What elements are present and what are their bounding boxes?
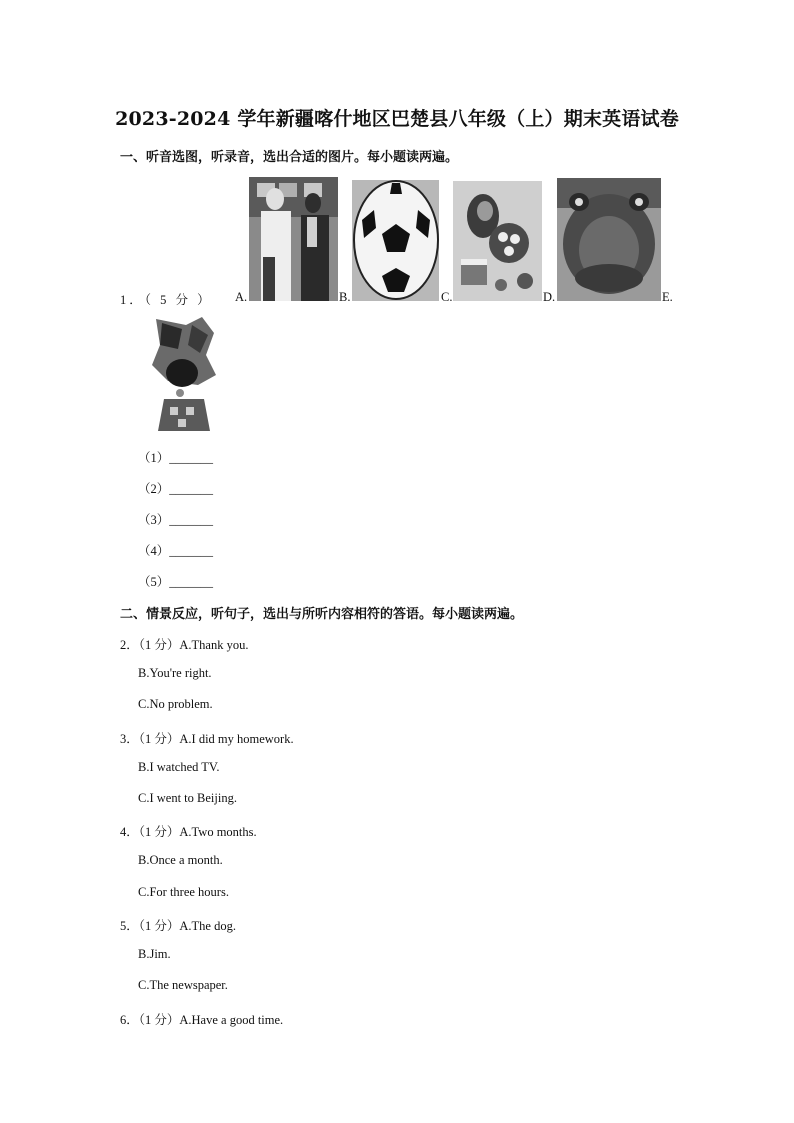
option-c-label: C. (441, 290, 453, 304)
section-1-heading: 一、听音选图，听录音，选出合适的图片。每小题读两遍。 (120, 150, 459, 165)
option-b-label: B. (339, 290, 351, 304)
option-a-image (249, 177, 338, 301)
blank-2[interactable]: （2）_______ (138, 482, 214, 496)
question-3-option-b: B.I watched TV. (138, 760, 220, 774)
blank-3[interactable]: （3）_______ (138, 513, 214, 527)
blank-1[interactable]: （1）_______ (138, 451, 214, 465)
option-d-image (557, 178, 661, 301)
option-a-label: A. (235, 290, 248, 304)
question-2-option-b: B.You're right. (138, 666, 212, 680)
option-e-image (138, 315, 228, 437)
question-4-stem: 4．（1 分）A.Two months. (120, 825, 257, 839)
question-5-stem: 5．（1 分）A.The dog. (120, 919, 236, 933)
question-5-option-c: C.The newspaper. (138, 978, 228, 992)
question-1-number: 1．（ 5 分 ） (120, 293, 213, 307)
option-c-image (453, 181, 542, 301)
option-b-image (352, 180, 439, 301)
page-title: 2023-2024 学年新疆喀什地区巴楚县八年级（上）期末英语试卷 (115, 108, 679, 130)
question-4-option-c: C.For three hours. (138, 885, 229, 899)
question-6-stem: 6．（1 分）A.Have a good time. (120, 1013, 284, 1027)
question-2-stem: 2．（1 分）A.Thank you. (120, 638, 249, 652)
question-5-option-b: B.Jim. (138, 947, 171, 961)
question-4-option-b: B.Once a month. (138, 853, 223, 867)
blank-4[interactable]: （4）_______ (138, 544, 214, 558)
blank-5[interactable]: （5）_______ (138, 575, 214, 589)
option-d-label: D. (543, 290, 556, 304)
question-2-option-c: C.No problem. (138, 697, 213, 711)
option-e-label: E. (662, 290, 673, 304)
question-3-option-c: C.I went to Beijing. (138, 791, 237, 805)
question-3-stem: 3．（1 分）A.I did my homework. (120, 732, 294, 746)
section-2-heading: 二、情景反应，听句子，选出与所听内容相符的答语。每小题读两遍。 (120, 607, 524, 622)
